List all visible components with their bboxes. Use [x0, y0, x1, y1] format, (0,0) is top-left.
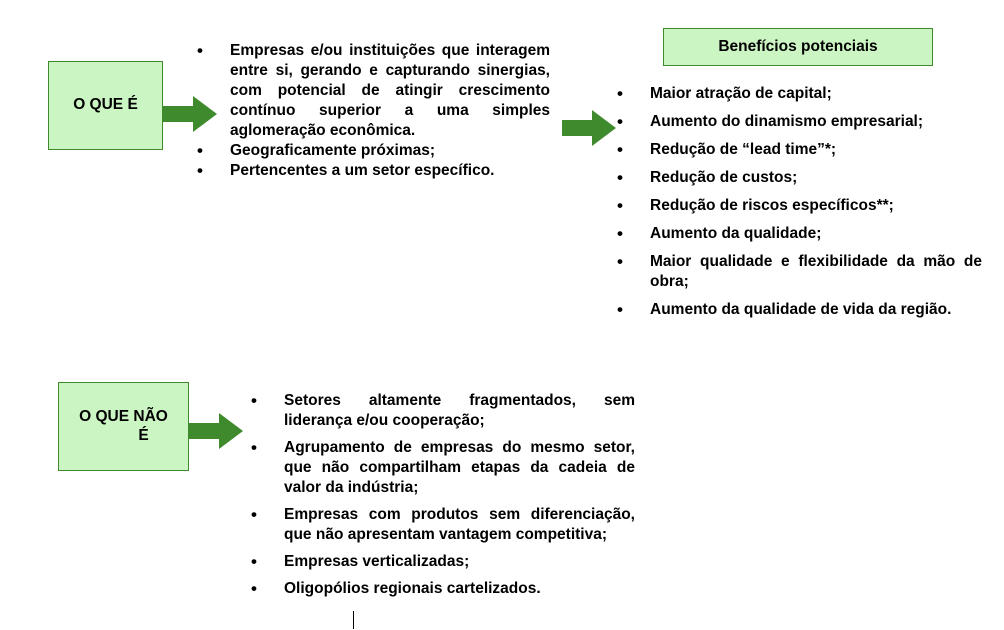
beneficios-list: [650, 84, 982, 328]
list-item: • Empresas e/ou instituições que interagem entre si, gerando e capturando sinergias, com potencial de atingir crescimento contínuo superior a uma simples aglomeração econômica.: [230, 41, 550, 141]
list-item: • Aumento da qualidade de vida da região.: [650, 300, 982, 320]
list-item: • Oligopólios regionais cartelizados.: [284, 579, 635, 599]
list-item: • Aumento da qualidade;: [650, 224, 982, 244]
list-item: • Aumento do dinamismo empresarial;: [650, 112, 982, 132]
text-cursor: [353, 611, 354, 629]
o-que-nao-e-list: [284, 391, 635, 606]
o-que-e-box: [48, 61, 163, 150]
arrow-right-icon: [189, 413, 243, 449]
list-item: • Redução de custos;: [650, 168, 982, 188]
arrow-right-icon: [163, 96, 217, 132]
list-item: • Redução de “lead time”*;: [650, 140, 982, 160]
list-item: • Setores altamente fragmentados, sem liderança e/ou cooperação;: [284, 391, 635, 431]
list-item: • Empresas verticalizadas;: [284, 552, 635, 572]
list-item: • Geograficamente próximas;: [230, 141, 550, 161]
list-item: • Pertencentes a um setor específico.: [230, 161, 550, 181]
o-que-e-list: [230, 41, 550, 181]
list-item: • Redução de riscos específicos**;: [650, 196, 982, 216]
o-que-e-label: O QUE É: [73, 96, 138, 114]
o-que-nao-e-label-line2: É: [138, 426, 149, 444]
list-item: • Maior atração de capital;: [650, 84, 982, 104]
beneficios-box: [663, 28, 933, 66]
list-item: • Empresas com produtos sem diferenciação, que não apresentam vantagem competitiva;: [284, 505, 635, 545]
list-item: • Maior qualidade e flexibilidade da mão de obra;: [650, 252, 982, 292]
beneficios-label: Benefícios potenciais: [718, 37, 878, 55]
o-que-nao-e-label-line1: O QUE NÃO: [79, 407, 168, 425]
list-item: • Agrupamento de empresas do mesmo setor, que não compartilham etapas da cadeia de valor da indústria;: [284, 438, 635, 498]
o-que-nao-e-box: [58, 382, 189, 471]
arrow-right-icon: [562, 110, 616, 146]
